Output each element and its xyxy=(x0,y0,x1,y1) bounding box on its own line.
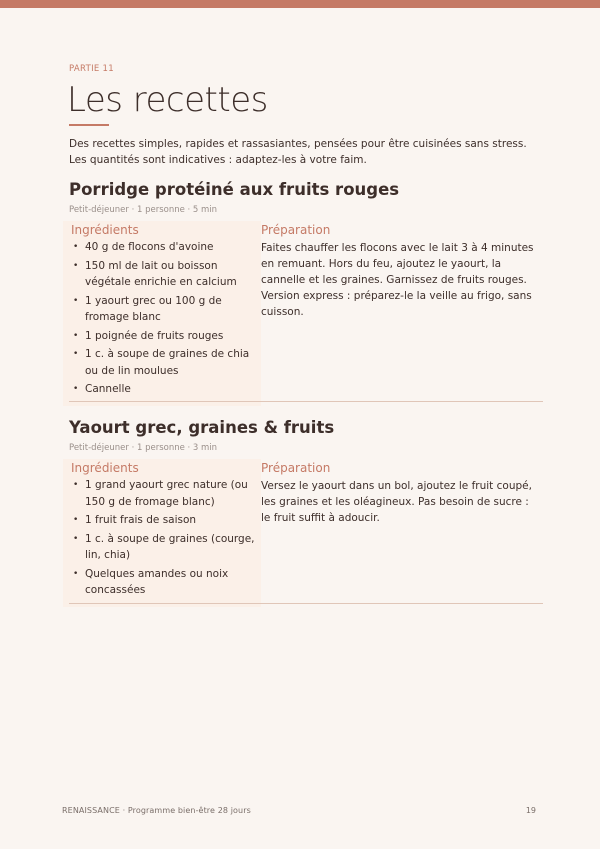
page-title: Les recettes xyxy=(67,80,268,120)
page-number: 19 xyxy=(525,806,536,815)
recipe-meta: Petit-déjeuner · 1 personne · 5 min xyxy=(69,205,218,215)
ingredient-item: • 1 c. à soupe de graines (courge, lin, chia) xyxy=(71,531,255,564)
ingredients-heading: Ingrédients xyxy=(71,223,139,237)
preparation-column xyxy=(261,221,541,320)
ingredients-heading: Ingrédients xyxy=(71,461,139,475)
preparation-text: Versez le yaourt dans un bol, ajoutez le fruit coupé, les graines et les oléagineux. Pas besoin de sucre : le fruit suffit à adoucir. xyxy=(261,480,532,524)
preparation-heading: Préparation xyxy=(261,223,331,237)
title-underline xyxy=(69,124,109,126)
ingredient-item: • 150 ml de lait ou boisson végétale enrichie en calcium xyxy=(71,258,255,291)
preparation-column xyxy=(261,459,541,526)
ingredients-box xyxy=(63,459,261,607)
ingredient-item: • 1 poignée de fruits rouges xyxy=(71,328,255,345)
intro-paragraph: Des recettes simples, rapides et rassasiantes, pensées pour être cuisinées sans stress. Les quantités sont indicatives : adaptez-les à votre faim. xyxy=(69,138,527,166)
recipe-divider xyxy=(69,603,543,604)
recipe-card xyxy=(69,180,543,395)
part-label: PARTIE 11 xyxy=(69,64,114,74)
ingredient-item: • 1 fruit frais de saison xyxy=(71,512,255,529)
ingredients-list xyxy=(71,239,255,398)
ingredient-item: • 40 g de flocons d'avoine xyxy=(71,239,255,256)
recipe-title: Porridge protéiné aux fruits rouges xyxy=(69,180,400,199)
ingredient-item: • 1 grand yaourt grec nature (ou 150 g de fromage blanc) xyxy=(71,477,255,510)
ingredient-item: • 1 c. à soupe de graines de chia ou de lin moulues xyxy=(71,346,255,379)
ingredient-item: • 1 yaourt grec ou 100 g de fromage blanc xyxy=(71,293,255,326)
ingredient-item: • Quelques amandes ou noix concassées xyxy=(71,566,255,599)
recipe-meta: Petit-déjeuner · 1 personne · 3 min xyxy=(69,443,218,453)
preparation-text: Faites chauffer les flocons avec le lait 3 à 4 minutes en remuant. Hors du feu, ajoutez le yaourt, la cannelle et les graines. Garnissez de fruits rouges. Version express : préparez-le la veille au frigo, sans cuisson. xyxy=(261,242,534,318)
footer-brand: RENAISSANCE · Programme bien-être 28 jours xyxy=(62,806,251,815)
recipe-card xyxy=(69,418,543,596)
top-accent-bar xyxy=(0,0,600,8)
ingredients-list xyxy=(71,477,255,599)
ingredients-box xyxy=(63,221,261,406)
ingredient-item: • Cannelle xyxy=(71,381,255,398)
recipe-divider xyxy=(69,401,543,402)
preparation-heading: Préparation xyxy=(261,461,331,475)
recipe-title: Yaourt grec, graines & fruits xyxy=(69,418,335,437)
